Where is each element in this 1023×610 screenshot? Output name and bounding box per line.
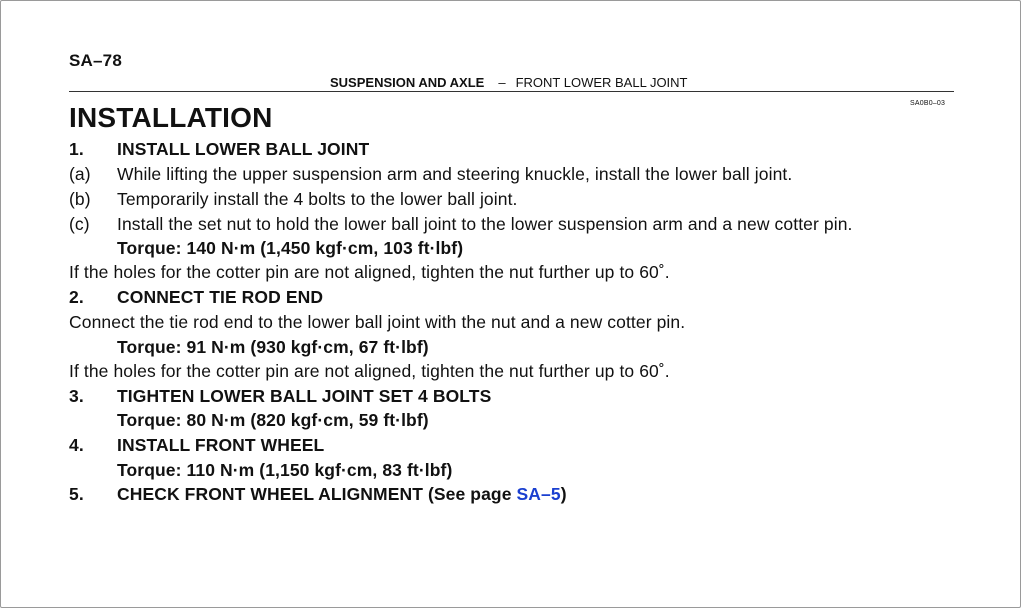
step-1-torque: Torque: 140 N·m (1,450 kgf·cm, 103 ft·lbf): [117, 238, 464, 258]
step-number: 1.: [69, 139, 84, 159]
step-1c: [69, 214, 853, 235]
step-2-text: Connect the tie rod end to the lower ball joint with the nut and a new cotter pin.: [69, 312, 686, 332]
step-heading: INSTALL FRONT WHEEL: [117, 435, 325, 455]
document-code: SA0B0–03: [910, 100, 946, 107]
step-5-heading: [69, 484, 567, 505]
step-4-torque: Torque: 110 N·m (1,150 kgf·cm, 83 ft·lbf): [117, 460, 453, 480]
step-heading: TIGHTEN LOWER BALL JOINT SET 4 BOLTS: [117, 386, 492, 406]
header-rule: [69, 91, 954, 92]
page-number: SA–78: [69, 51, 122, 70]
step-1-note: If the holes for the cotter pin are not aligned, tighten the nut further up to 60˚.: [69, 262, 670, 282]
page-reference-link[interactable]: SA–5: [516, 484, 561, 504]
step-heading-suffix: ): [560, 484, 567, 504]
step-number: 3.: [69, 386, 84, 406]
step-heading: INSTALL LOWER BALL JOINT: [117, 139, 370, 159]
sub-step-text: While lifting the upper suspension arm and steering knuckle, install the lower ball joint.: [117, 164, 793, 184]
sub-step-text: Temporarily install the 4 bolts to the lower ball joint.: [117, 189, 518, 209]
step-number: 2.: [69, 287, 84, 307]
header-separator: –: [498, 75, 506, 90]
step-4-heading: [69, 435, 324, 456]
step-heading: CONNECT TIE ROD END: [117, 287, 324, 307]
step-1-heading: [69, 139, 369, 160]
step-3-torque: Torque: 80 N·m (820 kgf·cm, 59 ft·lbf): [117, 410, 429, 430]
step-3-heading: [69, 386, 491, 407]
step-1a: [69, 164, 792, 185]
step-number: 5.: [69, 484, 84, 504]
sub-step-label: (b): [69, 189, 91, 209]
sub-step-label: (c): [69, 214, 90, 234]
step-number: 4.: [69, 435, 84, 455]
section-title: SUSPENSION AND AXLE: [330, 75, 485, 90]
page-title: INSTALLATION: [69, 102, 273, 133]
step-2-note: If the holes for the cotter pin are not aligned, tighten the nut further up to 60˚.: [69, 361, 670, 381]
step-1b: [69, 189, 518, 210]
running-header: [330, 75, 688, 90]
step-2-torque: Torque: 91 N·m (930 kgf·cm, 67 ft·lbf): [117, 337, 429, 357]
subsection-title: FRONT LOWER BALL JOINT: [515, 75, 688, 90]
sub-step-text: Install the set nut to hold the lower ball joint to the lower suspension arm and a new cotter pin.: [117, 214, 853, 234]
step-2-heading: [69, 287, 323, 308]
sub-step-label: (a): [69, 164, 91, 184]
step-heading: CHECK FRONT WHEEL ALIGNMENT (See page: [117, 484, 517, 504]
